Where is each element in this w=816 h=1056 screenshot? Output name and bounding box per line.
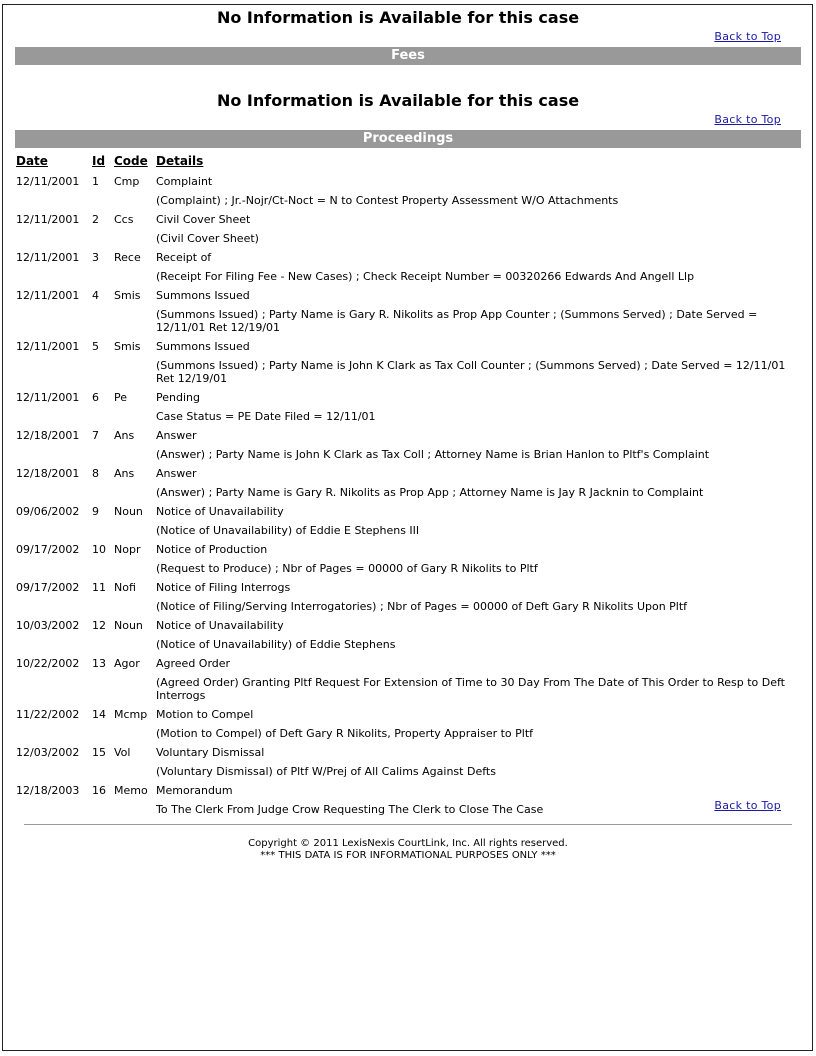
proceeding-title: Notice of Unavailability: [156, 505, 284, 518]
table-row-detail: [14, 446, 788, 465]
table-row-detail: [14, 357, 788, 389]
proceeding-code: Smis: [114, 340, 141, 353]
table-row-detail: [14, 636, 788, 655]
proceeding-id: 10: [92, 543, 106, 556]
proceeding-id: 15: [92, 746, 106, 759]
back-to-top-link[interactable]: Back to Top: [714, 113, 781, 126]
back-to-top-link[interactable]: Back to Top: [714, 30, 781, 43]
proceeding-date: 12/11/2001: [16, 213, 80, 226]
proceeding-title: Receipt of: [156, 251, 212, 264]
table-row: [14, 744, 788, 763]
proceeding-title: Pending: [156, 391, 200, 404]
table-header-row: [14, 152, 788, 173]
proceedings-table: [14, 152, 788, 820]
back-to-top-link[interactable]: Back to Top: [714, 799, 781, 812]
proceeding-id: 9: [92, 505, 99, 518]
proceeding-id: 7: [92, 429, 99, 442]
column-header-id: Id: [92, 154, 106, 168]
proceeding-detail: (Receipt For Filing Fee - New Cases) ; Check Receipt Number = 00320266 Edwards And Angell Llp: [156, 270, 695, 283]
proceeding-code: Noun: [114, 619, 143, 632]
proceeding-id: 16: [92, 784, 106, 797]
proceedings-table-body: [14, 173, 788, 820]
proceeding-id: 12: [92, 619, 106, 632]
table-row-detail: [14, 598, 788, 617]
proceeding-detail: (Notice of Filing/Serving Interrogatories) ; Nbr of Pages = 00000 of Deft Gary R Nikolits Upon Pltf: [156, 600, 688, 613]
proceeding-title: Motion to Compel: [156, 708, 254, 721]
proceeding-date: 11/22/2002: [16, 708, 80, 721]
proceeding-code: Nopr: [114, 543, 141, 556]
table-row-detail: [14, 230, 788, 249]
proceeding-detail: (Civil Cover Sheet): [156, 232, 259, 245]
proceeding-detail: (Request to Produce) ; Nbr of Pages = 00000 of Gary R Nikolits to Pltf: [156, 562, 538, 575]
proceeding-code: Rece: [114, 251, 141, 264]
proceeding-code: Smis: [114, 289, 141, 302]
table-row-detail: [14, 674, 788, 706]
proceeding-code: Memo: [114, 784, 148, 797]
proceeding-title: Complaint: [156, 175, 213, 188]
proceeding-id: 4: [92, 289, 99, 302]
table-row-detail: [14, 560, 788, 579]
proceeding-code: Cmp: [114, 175, 140, 188]
proceeding-title: Summons Issued: [156, 340, 250, 353]
proceeding-detail: (Summons Issued) ; Party Name is John K Clark as Tax Coll Counter ; (Summons Served) ; Date Served = 12/11/01 Ret 12/19/01: [156, 359, 786, 385]
proceeding-title: Answer: [156, 429, 197, 442]
proceedings-section-header: Proceedings: [15, 130, 801, 148]
table-row-detail: [14, 408, 788, 427]
proceeding-date: 12/11/2001: [16, 340, 80, 353]
copyright-text: Copyright © 2011 LexisNexis CourtLink, Inc. All rights reserved.: [248, 838, 568, 849]
proceeding-detail: (Complaint) ; Jr.-Nojr/Ct-Noct = N to Contest Property Assessment W/O Attachments: [156, 194, 619, 207]
table-row-detail: [14, 801, 788, 820]
proceeding-title: Agreed Order: [156, 657, 231, 670]
table-row-detail: [14, 763, 788, 782]
proceeding-code: Ccs: [114, 213, 134, 226]
proceeding-code: Mcmp: [114, 708, 148, 721]
proceeding-date: 12/11/2001: [16, 391, 80, 404]
proceeding-id: 5: [92, 340, 99, 353]
table-row: [14, 782, 788, 801]
table-row: [14, 655, 788, 674]
table-row: [14, 338, 788, 357]
proceeding-date: 09/06/2002: [16, 505, 80, 518]
proceeding-date: 10/03/2002: [16, 619, 80, 632]
table-row: [14, 427, 788, 446]
table-row: [14, 503, 788, 522]
proceeding-detail: (Notice of Unavailability) of Eddie Stephens: [156, 638, 396, 651]
table-row-detail: [14, 192, 788, 211]
proceeding-detail: (Answer) ; Party Name is John K Clark as Tax Coll ; Attorney Name is Brian Hanlon to Pltf's Complaint: [156, 448, 710, 461]
column-header-code: Code: [114, 154, 148, 168]
proceeding-id: 1: [92, 175, 99, 188]
proceeding-code: Vol: [114, 746, 131, 759]
proceeding-title: Answer: [156, 467, 197, 480]
proceeding-title: Summons Issued: [156, 289, 250, 302]
proceeding-date: 12/11/2001: [16, 289, 80, 302]
proceeding-code: Noun: [114, 505, 143, 518]
proceeding-id: 13: [92, 657, 106, 670]
table-row: [14, 249, 788, 268]
table-row: [14, 465, 788, 484]
proceeding-title: Notice of Filing Interrogs: [156, 581, 291, 594]
proceeding-id: 11: [92, 581, 106, 594]
fees-section-header: Fees: [15, 47, 801, 65]
proceeding-date: 12/18/2003: [16, 784, 80, 797]
proceeding-date: 12/18/2001: [16, 429, 80, 442]
proceeding-code: Pe: [114, 391, 128, 404]
proceeding-detail: (Notice of Unavailability) of Eddie E Stephens III: [156, 524, 420, 537]
table-row: [14, 389, 788, 408]
footer-divider: [24, 824, 792, 825]
proceeding-code: Ans: [114, 429, 135, 442]
table-row: [14, 579, 788, 598]
proceeding-id: 3: [92, 251, 99, 264]
table-row-detail: [14, 268, 788, 287]
proceeding-date: 10/22/2002: [16, 657, 80, 670]
proceeding-title: Notice of Unavailability: [156, 619, 284, 632]
column-header-details: Details: [156, 154, 204, 168]
proceeding-detail: To The Clerk From Judge Crow Requesting The Clerk to Close The Case: [156, 803, 544, 816]
no-information-message: No Information is Available for this case: [216, 8, 580, 27]
proceeding-detail: (Answer) ; Party Name is Gary R. Nikolits as Prop App ; Attorney Name is Jay R Jacknin to Complaint: [156, 486, 704, 499]
proceeding-date: 12/11/2001: [16, 175, 80, 188]
table-row-detail: [14, 306, 788, 338]
proceeding-title: Notice of Production: [156, 543, 268, 556]
proceeding-detail: (Motion to Compel) of Deft Gary R Nikolits, Property Appraiser to Pltf: [156, 727, 534, 740]
proceeding-date: 09/17/2002: [16, 581, 80, 594]
table-row: [14, 617, 788, 636]
table-row: [14, 706, 788, 725]
table-row-detail: [14, 725, 788, 744]
table-row-detail: [14, 522, 788, 541]
proceeding-id: 6: [92, 391, 99, 404]
proceeding-code: Agor: [114, 657, 140, 670]
proceeding-detail: Case Status = PE Date Filed = 12/11/01: [156, 410, 376, 423]
proceeding-detail: (Agreed Order) Granting Pltf Request For Extension of Time to 30 Day From The Date of This Order to Resp to Deft Interrogs: [156, 676, 785, 702]
proceeding-detail: (Summons Issued) ; Party Name is Gary R. Nikolits as Prop App Counter ; (Summons Served) ; Date Served = 12/11/01 Ret 12/19/01: [156, 308, 758, 334]
disclaimer-text: *** THIS DATA IS FOR INFORMATIONAL PURPOSES ONLY ***: [260, 850, 556, 861]
proceeding-title: Memorandum: [156, 784, 233, 797]
proceeding-code: Nofi: [114, 581, 136, 594]
proceeding-date: 12/11/2001: [16, 251, 80, 264]
proceeding-date: 09/17/2002: [16, 543, 80, 556]
proceeding-title: Voluntary Dismissal: [156, 746, 265, 759]
proceeding-title: Civil Cover Sheet: [156, 213, 251, 226]
table-row: [14, 541, 788, 560]
table-row: [14, 211, 788, 230]
column-header-date: Date: [16, 154, 48, 168]
proceeding-date: 12/03/2002: [16, 746, 80, 759]
table-row: [14, 173, 788, 192]
proceeding-id: 2: [92, 213, 99, 226]
proceeding-id: 8: [92, 467, 99, 480]
no-information-message-fees: No Information is Available for this case: [216, 91, 580, 110]
proceeding-detail: (Voluntary Dismissal) of Pltf W/Prej of All Calims Against Defts: [156, 765, 496, 778]
table-row: [14, 287, 788, 306]
proceeding-code: Ans: [114, 467, 135, 480]
table-row-detail: [14, 484, 788, 503]
proceeding-id: 14: [92, 708, 106, 721]
proceeding-date: 12/18/2001: [16, 467, 80, 480]
